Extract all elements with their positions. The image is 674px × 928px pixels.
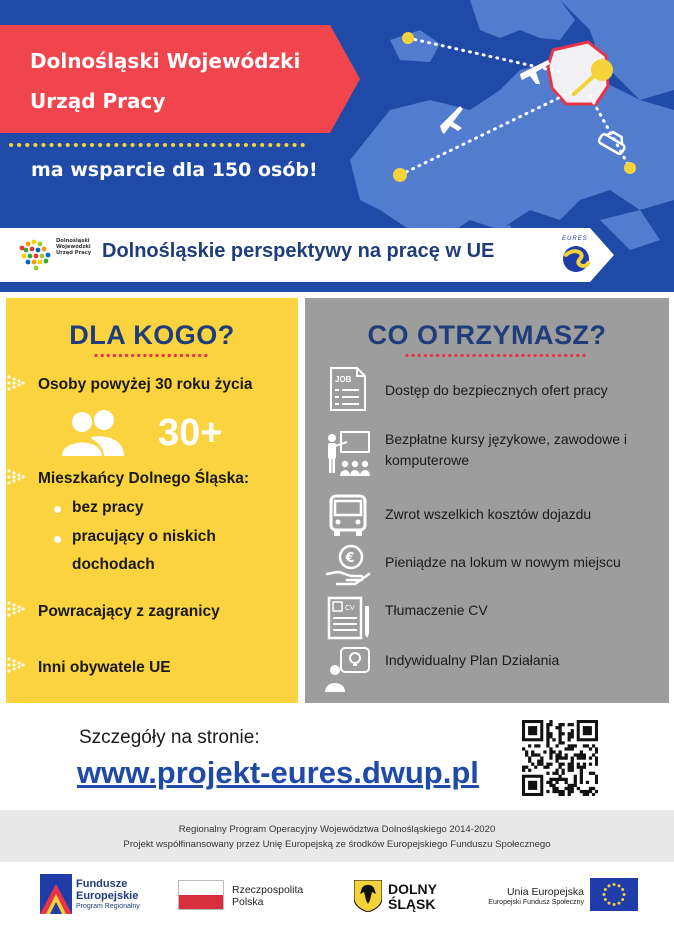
target-low-income-2: dochodach: [72, 556, 155, 573]
benefit-housing: Pieniądze na lokum w nowym miejscu: [385, 554, 621, 570]
eu-star: [618, 884, 621, 887]
qr-code[interactable]: [522, 720, 598, 796]
job-icon-label: JOB: [335, 375, 352, 384]
benefit-courses: Bezpłatne kursy językowe, zawodowe i komputerowe: [385, 431, 628, 468]
title-line-2: Urząd Pracy: [30, 89, 166, 113]
title-box: [0, 25, 360, 133]
cv-icon-label: CV: [345, 605, 355, 612]
right-title-underline: [405, 353, 591, 358]
right-panel-title: CO OTRZYMASZ?: [367, 320, 607, 350]
svg-text:€: €: [345, 551, 355, 566]
target-eu-citizens: Inni obywatele UE: [38, 659, 171, 676]
eu-star: [608, 884, 611, 887]
eures-logo: [556, 236, 596, 274]
fe-title: Fundusze Europejskie: [76, 878, 139, 902]
benefit-action-plan: Indywidualny Plan Działania: [385, 652, 560, 668]
job-document-icon: [325, 366, 371, 412]
eu-star: [604, 898, 607, 901]
fundusze-europejskie-text: [76, 878, 140, 912]
training-icon: [325, 430, 371, 476]
target-residents: Mieszkańcy Dolnego Śląska:: [38, 470, 250, 487]
eu-star: [623, 893, 626, 896]
arrow-icon: [6, 372, 30, 394]
dolny-slask-emblem-icon: [354, 880, 382, 912]
idea-person-icon: [325, 646, 371, 692]
banner-title: Dolnośląskie perspektywy na pracę w UE: [102, 240, 495, 262]
target-low-income-1: pracujący o niskich: [72, 528, 216, 545]
footer-program: Regionalny Program Operacyjny Województwa Dolnośląskiego 2014-2020: [178, 824, 496, 835]
eu-flag-icon: [590, 878, 638, 911]
benefit-job-offers: Dostęp do bezpiecznych ofert pracy: [385, 382, 608, 398]
bullet: [54, 506, 61, 513]
hero-section: [0, 0, 674, 292]
footer-info: [0, 810, 674, 862]
benefits-panel: [305, 298, 669, 703]
eu-star: [621, 888, 624, 891]
benefit-travel-refund: Zwrot wszelkich kosztów dojazdu: [385, 506, 592, 522]
dolny-slask-text: DOLNY ŚLĄSK: [388, 881, 437, 912]
eu-star: [621, 898, 624, 901]
eu-star: [603, 893, 606, 896]
eu-star: [618, 902, 621, 905]
arrow-icon: [6, 466, 30, 488]
banner: [0, 228, 614, 282]
eures-logo-text: EURES: [562, 236, 588, 242]
eu-star: [608, 902, 611, 905]
cv-icon: [325, 594, 371, 640]
poland-text: Rzeczpospolita Polska: [232, 884, 304, 908]
target-returning: Powracający z zagranicy: [38, 603, 220, 620]
dotted-divider: [8, 142, 308, 148]
title-line-1: Dolnośląski Wojewódzki: [30, 49, 301, 73]
benefit-cv-translation: Tłumaczenie CV: [385, 602, 488, 618]
bullet: [54, 536, 61, 543]
funding-logos: [0, 862, 674, 928]
eu-star: [604, 888, 607, 891]
eu-title: Unia Europejska: [506, 886, 584, 898]
left-title-underline: [94, 353, 212, 358]
dwup-logo-text: Dolnośląski Wojewódzki Urząd Pracy: [56, 238, 92, 256]
project-url-link[interactable]: www.projekt-eures.dwup.pl: [77, 755, 479, 790]
age-badge: 30+: [158, 412, 223, 454]
support-text: ma wsparcie dla 150 osób!: [31, 159, 318, 181]
eu-star: [613, 883, 616, 886]
fundusze-europejskie-logo-icon: [40, 874, 72, 914]
people-icon: [60, 408, 126, 456]
target-unemployed: bez pracy: [72, 499, 144, 516]
eu-star: [613, 903, 616, 906]
eu-text: [480, 886, 584, 908]
poland-flag-icon: [178, 880, 224, 910]
eures-swoosh-icon: [556, 243, 596, 275]
arrow-icon: [6, 654, 30, 676]
fe-sub: Program Regionalny: [76, 903, 140, 910]
footer-cofinanced: Projekt współfinansowany przez Unię Europejską ze środków Europejskiego Funduszu Społecznego: [123, 839, 551, 850]
bus-icon: [325, 492, 371, 538]
eu-sub: Europejski Fundusz Społeczny: [488, 899, 584, 906]
arrow-icon: [6, 598, 30, 620]
left-panel-title: DLA KOGO?: [69, 320, 235, 350]
details-label: Szczegóły na stronie:: [79, 727, 260, 748]
target-group-panel: [6, 298, 298, 703]
target-over-30: Osoby powyżej 30 roku życia: [38, 376, 253, 393]
money-hand-icon: [325, 542, 371, 588]
